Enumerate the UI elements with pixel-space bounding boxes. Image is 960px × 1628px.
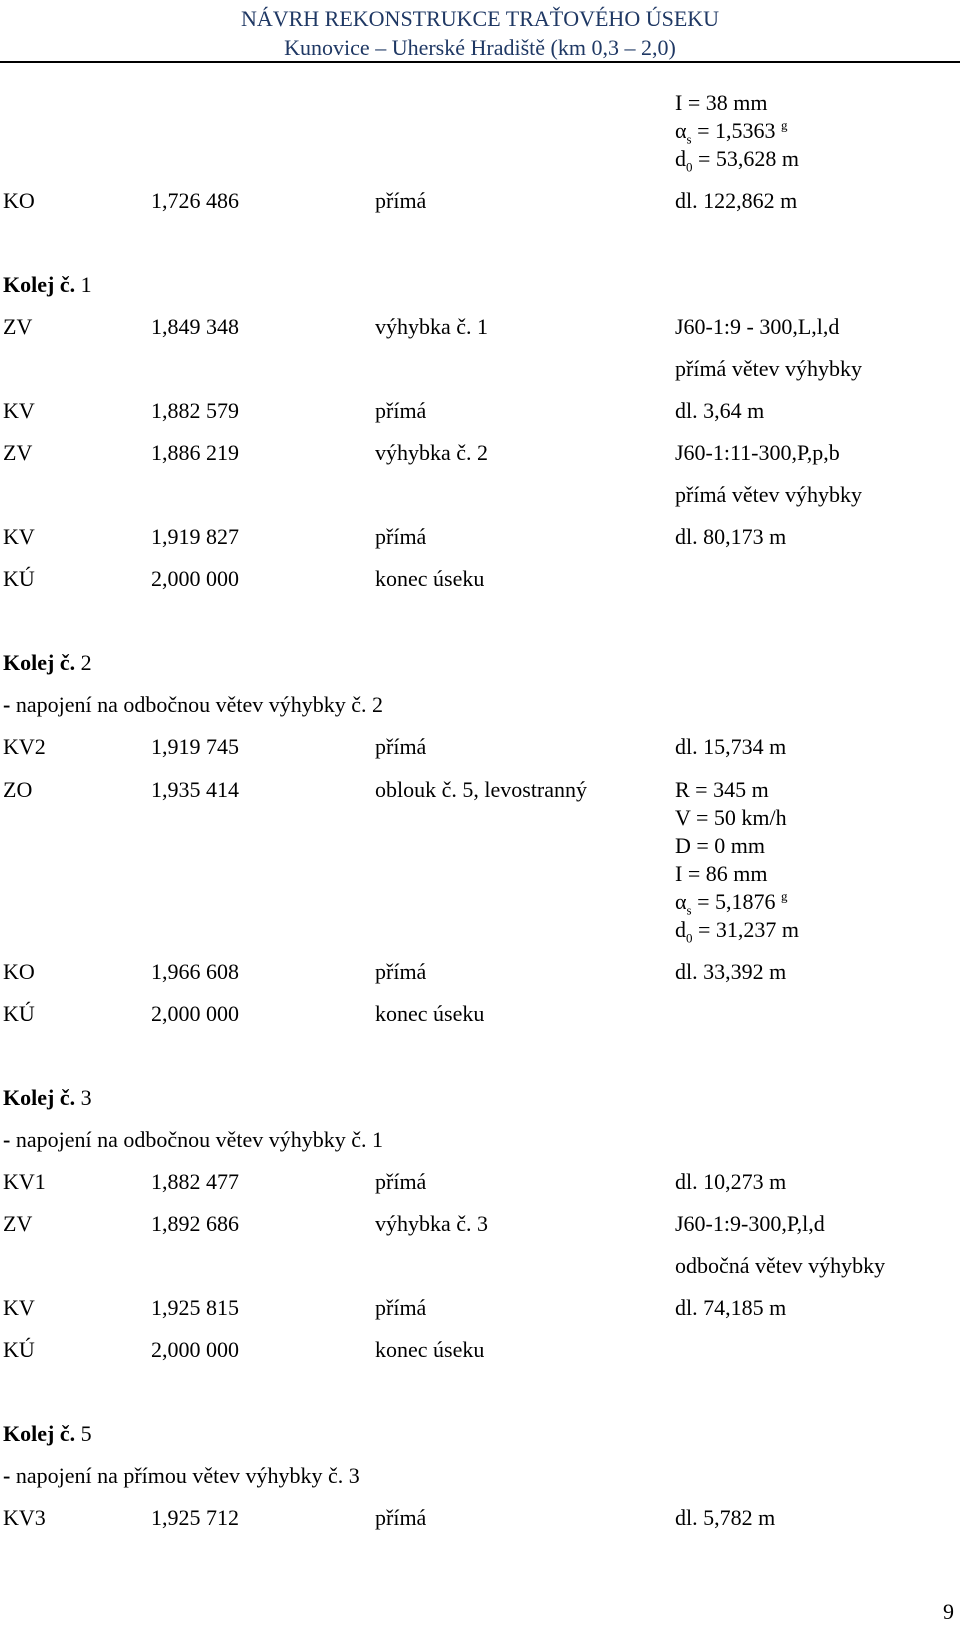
row-type: přímá (375, 1295, 427, 1320)
row-detail: dl. 3,64 m (675, 398, 765, 423)
row-type: oblouk č. 5, levostranný (375, 777, 588, 802)
row-type: přímá (375, 1505, 427, 1530)
row-detail: dl. 10,273 m (675, 1169, 787, 1194)
row-type: přímá (375, 398, 427, 423)
row-detail: J60-1:9-300,P,l,d (675, 1211, 825, 1236)
row-type: konec úseku (375, 566, 485, 591)
row-km: 1,925 712 (151, 1505, 239, 1530)
track-3-note: - napojení na odbočnou větev výhybky č. 1 (3, 1127, 384, 1152)
row-code: ZV (3, 440, 33, 465)
track-1-heading: Kolej č. 1 (3, 272, 92, 297)
row-detail: dl. 15,734 m (675, 734, 787, 759)
row-detail: dl. 5,782 m (675, 1505, 776, 1530)
row-code: KÚ (3, 1001, 35, 1026)
row-detail: J60-1:11-300,P,p,b (675, 440, 840, 465)
row-km: 2,000 000 (151, 566, 239, 591)
row-type: konec úseku (375, 1337, 485, 1362)
row-code: KÚ (3, 566, 35, 591)
row-code: KV1 (3, 1169, 46, 1194)
row-km: 1,919 827 (151, 524, 239, 549)
row-km: 1,919 745 (151, 734, 239, 759)
row-type: přímá (375, 1169, 427, 1194)
row-detail: R = 345 m (675, 777, 769, 802)
row-km: 1,925 815 (151, 1295, 239, 1320)
row-km: 1,882 579 (151, 398, 239, 423)
row-code: KV (3, 524, 35, 549)
row-type: přímá (375, 524, 427, 549)
row-km: 1,849 348 (151, 314, 239, 339)
param-speed: V = 50 km/h (675, 805, 787, 830)
row-detail: dl. 74,185 m (675, 1295, 787, 1320)
param-cant-deficiency: I = 38 mm (675, 90, 768, 115)
page-number: 9 (943, 1599, 954, 1624)
row-detail-branch: přímá větev výhybky (675, 356, 862, 381)
row-km: 1,966 608 (151, 959, 239, 984)
param-cant-deficiency: I = 86 mm (675, 861, 768, 886)
row-type: konec úseku (375, 1001, 485, 1026)
row-code: KV (3, 1295, 35, 1320)
row-km: 1,882 477 (151, 1169, 239, 1194)
row-code: KV (3, 398, 35, 423)
row-type: přímá (375, 188, 427, 213)
track-3-heading: Kolej č. 3 (3, 1085, 92, 1110)
row-detail-branch: přímá větev výhybky (675, 482, 862, 507)
param-d0: $d_0 = 53,628$ m (675, 146, 800, 175)
param-cant: D = 0 mm (675, 833, 766, 858)
row-code: KO (3, 959, 35, 984)
row-detail: dl. 80,173 m (675, 524, 787, 549)
row-km: 2,000 000 (151, 1337, 239, 1362)
track-5-heading: Kolej č. 5 (3, 1421, 92, 1446)
row-type: přímá (375, 959, 427, 984)
row-type: přímá (375, 734, 427, 759)
row-detail: J60-1:9 - 300,L,l,d (675, 314, 840, 339)
document-title: NÁVRH REKONSTRUKCE TRAŤOVÉHO ÚSEKU (240, 6, 720, 31)
param-alpha: $\alpha_s = 5,1876$ $^g$ (675, 888, 788, 918)
row-type: výhybka č. 3 (375, 1211, 489, 1236)
row-km: 1,892 686 (151, 1211, 239, 1236)
track-5-note: - napojení na přímou větev výhybky č. 3 (3, 1463, 360, 1488)
row-type: výhybka č. 2 (375, 440, 489, 465)
row-code: KO (3, 188, 35, 213)
row-code: ZV (3, 314, 33, 339)
row-code: KÚ (3, 1337, 35, 1362)
param-alpha: $\alpha_s = 1,5363$ $^g$ (675, 117, 788, 147)
row-code: KV3 (3, 1505, 46, 1530)
row-type: výhybka č. 1 (375, 314, 489, 339)
row-code: ZV (3, 1211, 33, 1236)
row-detail-branch: odbočná větev výhybky (675, 1253, 886, 1278)
row-km: 2,000 000 (151, 1001, 239, 1026)
row-detail: dl. 33,392 m (675, 959, 787, 984)
param-d0: $d_0 = 31,237$ m (675, 917, 800, 946)
track-2-heading: Kolej č. 2 (3, 650, 92, 675)
row-code: KV2 (3, 734, 46, 759)
document-subtitle: Kunovice – Uherské Hradiště (km 0,3 – 2,0) (284, 35, 676, 60)
row-code: ZO (3, 777, 33, 802)
row-km: 1,726 486 (151, 188, 239, 213)
row-km: 1,935 414 (151, 777, 239, 802)
row-detail: dl. 122,862 m (675, 188, 798, 213)
row-km: 1,886 219 (151, 440, 239, 465)
track-2-note: - napojení na odbočnou větev výhybky č. 2 (3, 692, 384, 717)
